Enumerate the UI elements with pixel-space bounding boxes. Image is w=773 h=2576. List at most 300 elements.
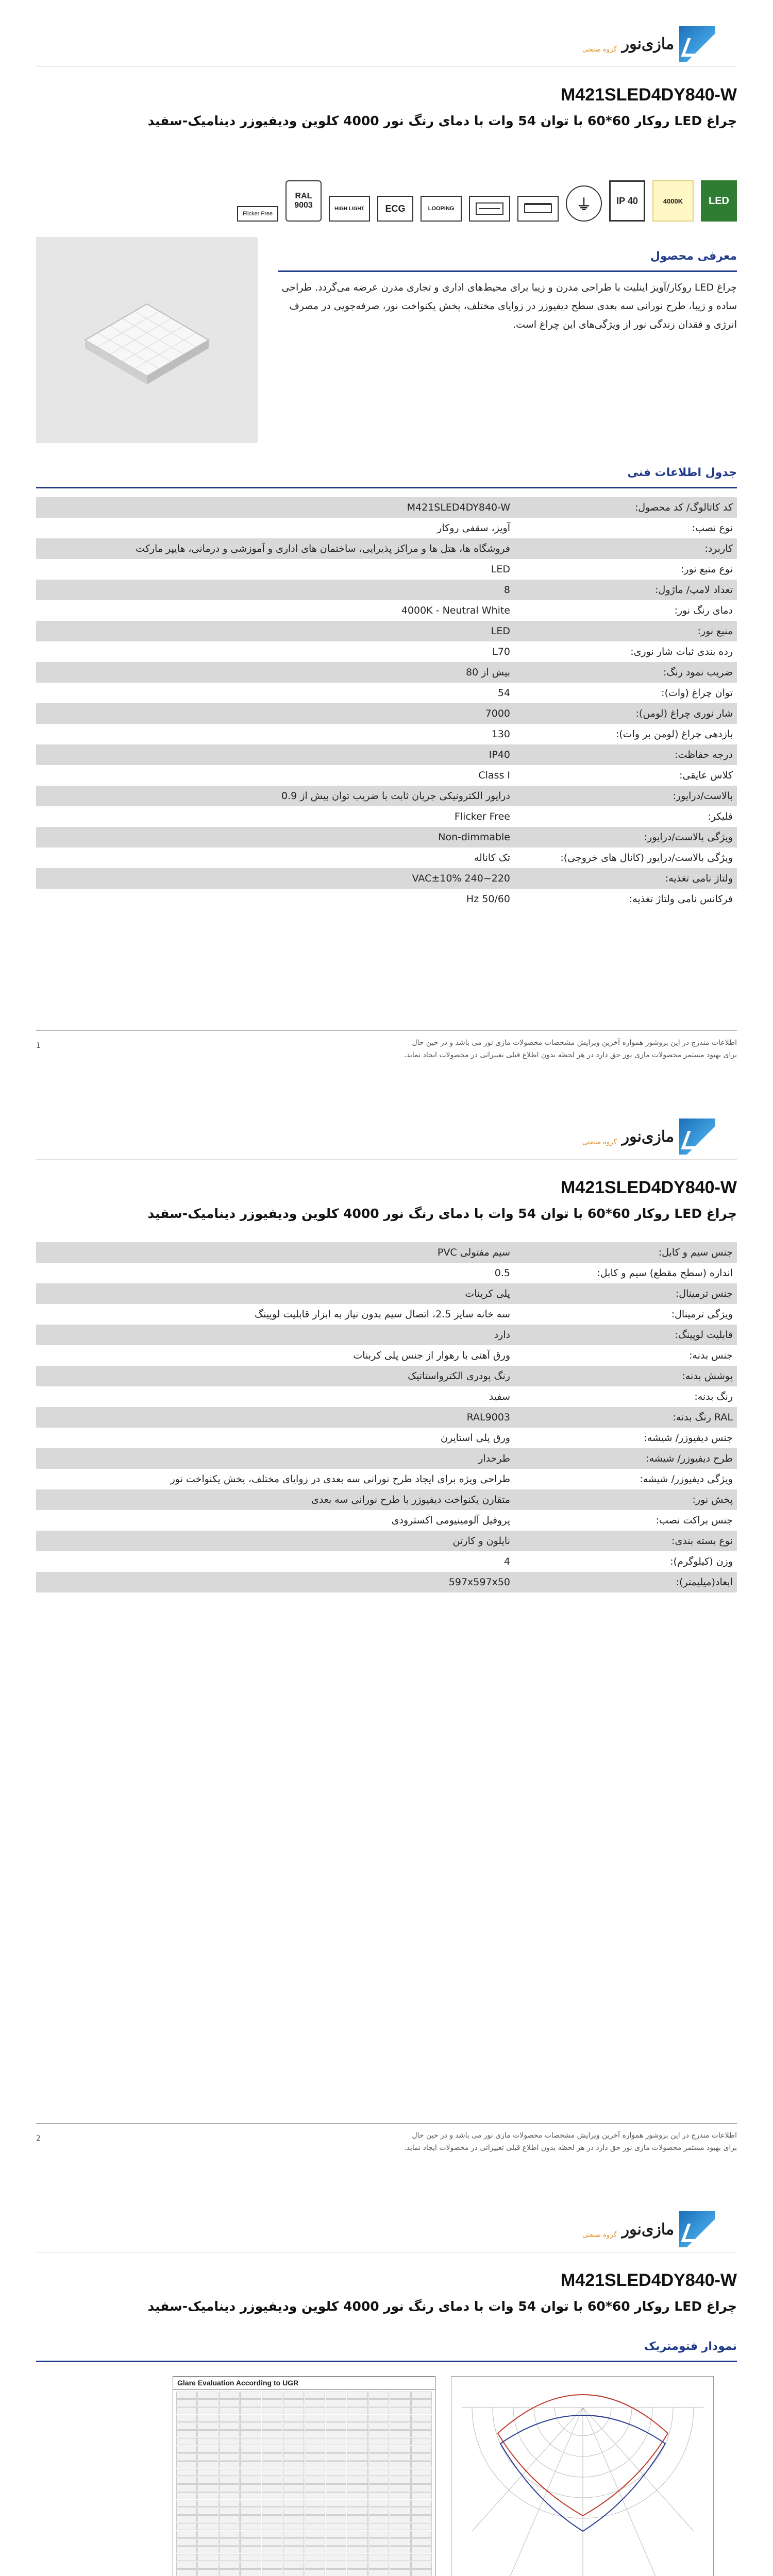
glare-cell: [326, 2500, 346, 2507]
glare-cell: [262, 2546, 282, 2553]
glare-cell: [347, 2500, 367, 2507]
glare-cell: [368, 2484, 389, 2492]
spec-row: [36, 848, 737, 868]
spec-label: قابلیت لوپینگ:: [675, 1329, 733, 1341]
page-1: [0, 0, 773, 1093]
spec-row: [36, 1489, 737, 1510]
glare-cell: [390, 2407, 410, 2414]
spec-value: 597x597x50: [448, 1577, 510, 1588]
spec-value: سیم مفتولی PVC: [437, 1247, 510, 1258]
spec-row: [36, 1366, 737, 1386]
spec-label: پخش نور:: [692, 1494, 733, 1505]
glare-cell: [368, 2453, 389, 2461]
spec-label: درجه حفاظت:: [675, 749, 733, 760]
glare-cell: [262, 2415, 282, 2422]
glare-cell: [240, 2500, 261, 2507]
glare-cell: [368, 2546, 389, 2553]
glare-cell: [368, 2569, 389, 2576]
spec-row: [36, 868, 737, 889]
glare-cell: [326, 2392, 346, 2399]
glare-cell: [176, 2438, 197, 2445]
glare-cell: [283, 2492, 304, 2499]
glare-cell: [347, 2538, 367, 2546]
glare-cell: [219, 2531, 240, 2538]
glare-cell: [390, 2484, 410, 2492]
spec-row: [36, 538, 737, 559]
ceiling-icon: [469, 196, 510, 222]
glare-cell: [283, 2531, 304, 2538]
glare-cell: [305, 2546, 325, 2553]
glare-cell: [411, 2446, 432, 2453]
glare-cell: [411, 2469, 432, 2476]
spec-label: RAL رنگ بدنه:: [673, 1412, 733, 1423]
spec-row: [36, 765, 737, 786]
glare-cell: [305, 2453, 325, 2461]
earth-icon: ⏚: [566, 185, 602, 222]
glare-cell: [305, 2562, 325, 2569]
glare-cell: [262, 2438, 282, 2445]
glare-cell: [219, 2538, 240, 2546]
glare-cell: [197, 2438, 218, 2445]
glare-cell: [411, 2554, 432, 2561]
spec-label: جنس سیم و کابل:: [658, 1247, 733, 1258]
glare-cell: [240, 2546, 261, 2553]
glare-cell: [176, 2422, 197, 2430]
spec-row: [36, 1386, 737, 1407]
glare-cell: [240, 2446, 261, 2453]
glare-cell: [326, 2430, 346, 2437]
glare-cell: [390, 2538, 410, 2546]
glare-cell: [262, 2523, 282, 2530]
glare-cell: [240, 2461, 261, 2468]
glare-cell: [390, 2492, 410, 2499]
glare-cell: [368, 2507, 389, 2515]
glare-cell: [176, 2399, 197, 2406]
spec-label: ضریب نمود رنگ:: [663, 667, 733, 678]
glare-cell: [305, 2507, 325, 2515]
spec-label: شار نوری چراغ (لومن):: [635, 708, 733, 719]
footer-note: [36, 2129, 737, 2154]
spec-value: Non-dimmable: [438, 832, 510, 843]
glare-cell: [219, 2500, 240, 2507]
glare-cell: [283, 2399, 304, 2406]
brand-logo: [582, 26, 737, 62]
glare-cell: [347, 2430, 367, 2437]
spec-label: ویژگی ترمینال:: [671, 1309, 733, 1320]
logo-mark-icon: [679, 26, 715, 62]
spec-label: جنس ترمینال:: [675, 1288, 733, 1299]
glare-cell: [283, 2392, 304, 2399]
glare-cell: [326, 2569, 346, 2576]
glare-cell: [347, 2515, 367, 2522]
footer-line-2: برای بهبود مستمر محصولات مازی نور حق دارد در هر لحظه بدون اطلاع قبلی تغییراتی در محصولات ایجاد نماید.: [404, 1051, 737, 1059]
glare-cell: [176, 2461, 197, 2468]
spec-row: [36, 1304, 737, 1325]
glare-cell: [283, 2407, 304, 2414]
glare-cell: [176, 2407, 197, 2414]
glare-cell: [326, 2399, 346, 2406]
page-header: [36, 1113, 737, 1160]
page-3: [0, 2185, 773, 2576]
glare-cell: [283, 2507, 304, 2515]
glare-cell: [326, 2507, 346, 2515]
glare-cell: [219, 2569, 240, 2576]
glare-cell: [240, 2569, 261, 2576]
glare-cell: [411, 2422, 432, 2430]
glare-cell: [176, 2569, 197, 2576]
glare-cell: [262, 2422, 282, 2430]
glare-cell: [347, 2453, 367, 2461]
glare-cell: [347, 2554, 367, 2561]
glare-cell: [305, 2484, 325, 2492]
glare-cell: [262, 2538, 282, 2546]
spec-label: دمای رنگ نور:: [674, 605, 733, 616]
glare-cell: [262, 2392, 282, 2399]
looping-badge: LOOPING: [421, 196, 462, 222]
glare-cell: [262, 2461, 282, 2468]
high-light-badge: HIGH LIGHT: [329, 196, 370, 222]
glare-cell: [305, 2438, 325, 2445]
glare-cell: [176, 2554, 197, 2561]
glare-cell: [262, 2484, 282, 2492]
glare-cell: [326, 2515, 346, 2522]
glare-cell: [176, 2531, 197, 2538]
glare-cell: [347, 2569, 367, 2576]
cct-badge: 4000K: [652, 180, 694, 222]
product-code: M421SLED4DY840-W: [560, 85, 737, 105]
spec-value: LED: [491, 625, 510, 637]
glare-cell: [390, 2469, 410, 2476]
spec-value: Class I: [478, 770, 510, 781]
glare-cell: [411, 2569, 432, 2576]
glare-cell: [368, 2538, 389, 2546]
spec-value: سه خانه سایز 2.5، اتصال سیم بدون نیاز به ابزار قابلیت لوپینگ: [255, 1309, 510, 1320]
glare-cell: [347, 2523, 367, 2530]
spec-label: بازدهی چراغ (لومن بر وات):: [615, 728, 733, 740]
spec-label: کد کاتالوگ/ کد محصول:: [634, 502, 733, 513]
glare-cell: [390, 2523, 410, 2530]
glare-cell: [305, 2554, 325, 2561]
glare-cell: [219, 2399, 240, 2406]
glare-cell: [411, 2500, 432, 2507]
glare-cell: [176, 2392, 197, 2399]
spec-label: جنس دیفیوزر/ شیشه:: [644, 1432, 733, 1444]
glare-cell: [240, 2430, 261, 2437]
glare-cell: [390, 2461, 410, 2468]
spec-row: [36, 1283, 737, 1304]
glare-cell: [262, 2492, 282, 2499]
logo-text: مازی‌نور: [621, 1127, 675, 1146]
spec-rule: [36, 487, 737, 488]
glare-cell: [240, 2469, 261, 2476]
spec-row: [36, 1325, 737, 1345]
glare-cell: [368, 2438, 389, 2445]
spec-value: فروشگاه ها، هتل ها و مراکز پذیرایی، ساختمان های اداری و آموزشی و درمانی، هایپر مارکت: [136, 543, 510, 554]
spec-row: [36, 744, 737, 765]
spec-label: تعداد لامپ/ ماژول:: [655, 584, 733, 596]
glare-cell: [347, 2562, 367, 2569]
glare-cell: [305, 2415, 325, 2422]
glare-cell: [240, 2392, 261, 2399]
glare-cell: [219, 2415, 240, 2422]
glare-cell: [283, 2461, 304, 2468]
spec-row: [36, 1407, 737, 1428]
glare-cell: [390, 2399, 410, 2406]
glare-cell: [411, 2507, 432, 2515]
glare-cell: [219, 2515, 240, 2522]
glare-cell: [326, 2484, 346, 2492]
spec-row: [36, 1551, 737, 1572]
glare-cell: [219, 2392, 240, 2399]
spec-row: [36, 703, 737, 724]
glare-cell: [283, 2569, 304, 2576]
glare-cell: [197, 2430, 218, 2437]
flicker-free-badge: Flicker Free: [237, 206, 278, 222]
glare-cell: [197, 2399, 218, 2406]
spec-row: [36, 662, 737, 683]
spec-row: [36, 559, 737, 580]
glare-cell: [368, 2422, 389, 2430]
spec-label: وزن (کیلوگرم):: [670, 1556, 733, 1567]
glare-cell: [326, 2422, 346, 2430]
product-title: چراغ LED روکار 60*60 با توان 54 وات با دمای رنگ نور 4000 کلوین ودیفیوزر دینامیک-سفید: [147, 1206, 737, 1221]
panel-light-image: [70, 283, 224, 397]
spec-value: طراحی ویژه برای ایجاد طرح نورانی سه بعدی در زوایای مختلف، پخش یکنواخت نور: [170, 1473, 510, 1485]
spec-label: رنگ بدنه:: [694, 1391, 733, 1402]
glare-cell: [411, 2461, 432, 2468]
polar-diagram: [451, 2377, 714, 2576]
glare-cell: [326, 2562, 346, 2569]
glare-cell: [219, 2477, 240, 2484]
footer-rule: [36, 1030, 737, 1031]
footer-line-2: برای بهبود مستمر محصولات مازی نور حق دارد در هر لحظه بدون اطلاع قبلی تغییراتی در محصولات ایجاد نماید.: [404, 2144, 737, 2152]
glare-cell: [262, 2453, 282, 2461]
glare-cell: [347, 2446, 367, 2453]
glare-evaluation-table: [173, 2376, 435, 2576]
glare-cell: [176, 2430, 197, 2437]
glare-cell: [368, 2523, 389, 2530]
footer-line-1: اطلاعات مندرج در این بروشور همواره آخرین ویرایش مشخصات محصولات مازی نور می باشد و در حین حال: [412, 2131, 737, 2140]
glare-cell: [368, 2415, 389, 2422]
glare-cell: [197, 2538, 218, 2546]
spec-value: دارد: [494, 1329, 510, 1341]
spec-label: توان چراغ (وات):: [661, 687, 733, 699]
glare-cell: [240, 2415, 261, 2422]
glare-cell: [347, 2415, 367, 2422]
spec-row: [36, 1428, 737, 1448]
glare-cell: [347, 2407, 367, 2414]
glare-cell: [326, 2546, 346, 2553]
photometric-heading: نمودار فتومتریک: [644, 2340, 737, 2353]
page-2: [0, 1093, 773, 2185]
glare-cell: [326, 2415, 346, 2422]
glare-cell: [347, 2507, 367, 2515]
spec-value: LED: [491, 564, 510, 575]
glare-cell: [326, 2446, 346, 2453]
glare-cell: [197, 2407, 218, 2414]
glare-cell: [283, 2422, 304, 2430]
glare-cell: [283, 2484, 304, 2492]
glare-cell: [240, 2523, 261, 2530]
glare-cell: [219, 2546, 240, 2553]
brand-logo: [582, 1118, 737, 1155]
spec-row: [36, 1263, 737, 1283]
glare-cell: [411, 2392, 432, 2399]
glare-cell: [326, 2554, 346, 2561]
glare-cell: [305, 2477, 325, 2484]
glare-cell: [240, 2538, 261, 2546]
glare-cell: [347, 2399, 367, 2406]
glare-cell: [240, 2531, 261, 2538]
page-number: 2: [36, 2134, 41, 2143]
glare-cell: [411, 2523, 432, 2530]
glare-cell: [411, 2399, 432, 2406]
spec-row: [36, 580, 737, 600]
spec-value: آویز، سقفی روکار: [437, 522, 510, 534]
glare-grid: [173, 2389, 435, 2576]
product-code: M421SLED4DY840-W: [560, 2270, 737, 2290]
glare-cell: [368, 2430, 389, 2437]
glare-cell: [305, 2430, 325, 2437]
glare-cell: [283, 2554, 304, 2561]
glare-cell: [347, 2461, 367, 2468]
glare-cell: [305, 2446, 325, 2453]
glare-cell: [411, 2546, 432, 2553]
spec-row: [36, 518, 737, 538]
glare-cell: [326, 2531, 346, 2538]
glare-cell: [283, 2538, 304, 2546]
spec-value: پلی کربنات: [465, 1288, 510, 1299]
glare-cell: [262, 2446, 282, 2453]
glare-cell: [219, 2438, 240, 2445]
glare-cell: [176, 2546, 197, 2553]
spec-label: منبع نور:: [697, 625, 733, 637]
spec-row: [36, 1242, 737, 1263]
spec-label: بالاست/درایور:: [673, 790, 733, 802]
spec-value: نایلون و کارتن: [452, 1535, 510, 1547]
page-header: [36, 21, 737, 67]
logo-mark-icon: [679, 1118, 715, 1155]
glare-cell: [390, 2438, 410, 2445]
spec-value: Flicker Free: [454, 811, 510, 822]
spec-value: رنگ پودری الکترواستاتیک: [408, 1370, 510, 1382]
glare-cell: [326, 2477, 346, 2484]
glare-cell: [197, 2492, 218, 2499]
glare-cell: [219, 2562, 240, 2569]
glare-title: Glare Evaluation According to UGR: [173, 2377, 435, 2389]
glare-cell: [219, 2554, 240, 2561]
logo-sub: گروه صنعتی: [582, 45, 617, 54]
glare-cell: [368, 2399, 389, 2406]
glare-cell: [262, 2407, 282, 2414]
glare-cell: [390, 2500, 410, 2507]
spec-label: کلاس عایقی:: [679, 770, 733, 781]
glare-cell: [390, 2430, 410, 2437]
glare-cell: [326, 2538, 346, 2546]
glare-cell: [305, 2469, 325, 2476]
spec-row: [36, 1510, 737, 1531]
glare-cell: [390, 2392, 410, 2399]
glare-cell: [262, 2500, 282, 2507]
glare-cell: [305, 2422, 325, 2430]
spec-value: 50/60 Hz: [466, 893, 510, 905]
glare-cell: [347, 2492, 367, 2499]
glare-cell: [176, 2484, 197, 2492]
glare-cell: [240, 2507, 261, 2515]
glare-cell: [411, 2477, 432, 2484]
glare-cell: [305, 2461, 325, 2468]
spec-value: 220~240 VAC±10%: [412, 873, 510, 884]
glare-cell: [219, 2407, 240, 2414]
glare-cell: [176, 2477, 197, 2484]
glare-cell: [240, 2407, 261, 2414]
spec-row: [36, 724, 737, 744]
glare-cell: [176, 2453, 197, 2461]
spec-value: 130: [491, 728, 510, 740]
glare-cell: [240, 2515, 261, 2522]
glare-cell: [262, 2515, 282, 2522]
spec-row: [36, 786, 737, 806]
spec-row: [36, 827, 737, 848]
spec-label: جنس بدنه:: [689, 1350, 733, 1361]
logo-text: مازی‌نور: [621, 35, 675, 53]
spec-value: تک کاناله: [474, 852, 510, 863]
glare-cell: [368, 2469, 389, 2476]
glare-cell: [197, 2477, 218, 2484]
glare-cell: [197, 2484, 218, 2492]
photometric-rule: [36, 2361, 737, 2362]
glare-cell: [326, 2492, 346, 2499]
surface-mount-icon: [517, 196, 559, 222]
spec-row: [36, 1469, 737, 1489]
intro-text: چراغ LED روکار/آویز اینلیت با طراحی مدرن و زیبا برای محیط‌های اداری و تجاری مدرن عرضه می‌گردد. طراحی ساده و زیبا، طرح نورانی سه بعدی سطح دیفیوزر در زوایای مختلف، پخش یکنواخت نور، صرفه‌جویی در مصرف انرژی و فقدان زندگی نور از ویژگی‌های این چراغ است.: [281, 282, 737, 330]
spec-table-page-1: [36, 497, 737, 909]
glare-cell: [197, 2453, 218, 2461]
glare-cell: [390, 2515, 410, 2522]
glare-cell: [262, 2507, 282, 2515]
glare-cell: [262, 2477, 282, 2484]
glare-cell: [368, 2492, 389, 2499]
footer-line-1: اطلاعات مندرج در این بروشور همواره آخرین ویرایش مشخصات محصولات مازی نور می باشد و در حین حال: [412, 1039, 737, 1047]
glare-cell: [305, 2492, 325, 2499]
glare-cell: [283, 2453, 304, 2461]
glare-cell: [197, 2422, 218, 2430]
glare-cell: [326, 2453, 346, 2461]
glare-cell: [240, 2484, 261, 2492]
page-number: 1: [36, 1042, 41, 1050]
glare-cell: [240, 2438, 261, 2445]
glare-cell: [197, 2469, 218, 2476]
glare-cell: [219, 2430, 240, 2437]
spec-row: [36, 806, 737, 827]
glare-cell: [197, 2415, 218, 2422]
spec-label: طرح دیفیوزر/ شیشه:: [646, 1453, 733, 1464]
spec-row: [36, 683, 737, 703]
ecg-badge: ECG: [377, 196, 413, 222]
glare-cell: [262, 2531, 282, 2538]
spec-value: M421SLED4DY840-W: [407, 502, 510, 513]
spec-label: ویژگی دیفیوزر/ شیشه:: [640, 1473, 733, 1485]
glare-cell: [368, 2562, 389, 2569]
glare-cell: [368, 2500, 389, 2507]
glare-cell: [240, 2422, 261, 2430]
glare-cell: [305, 2569, 325, 2576]
spec-value: طرحدار: [478, 1453, 510, 1464]
glare-cell: [305, 2500, 325, 2507]
glare-cell: [283, 2477, 304, 2484]
product-photo: [36, 237, 258, 443]
glare-cell: [283, 2523, 304, 2530]
